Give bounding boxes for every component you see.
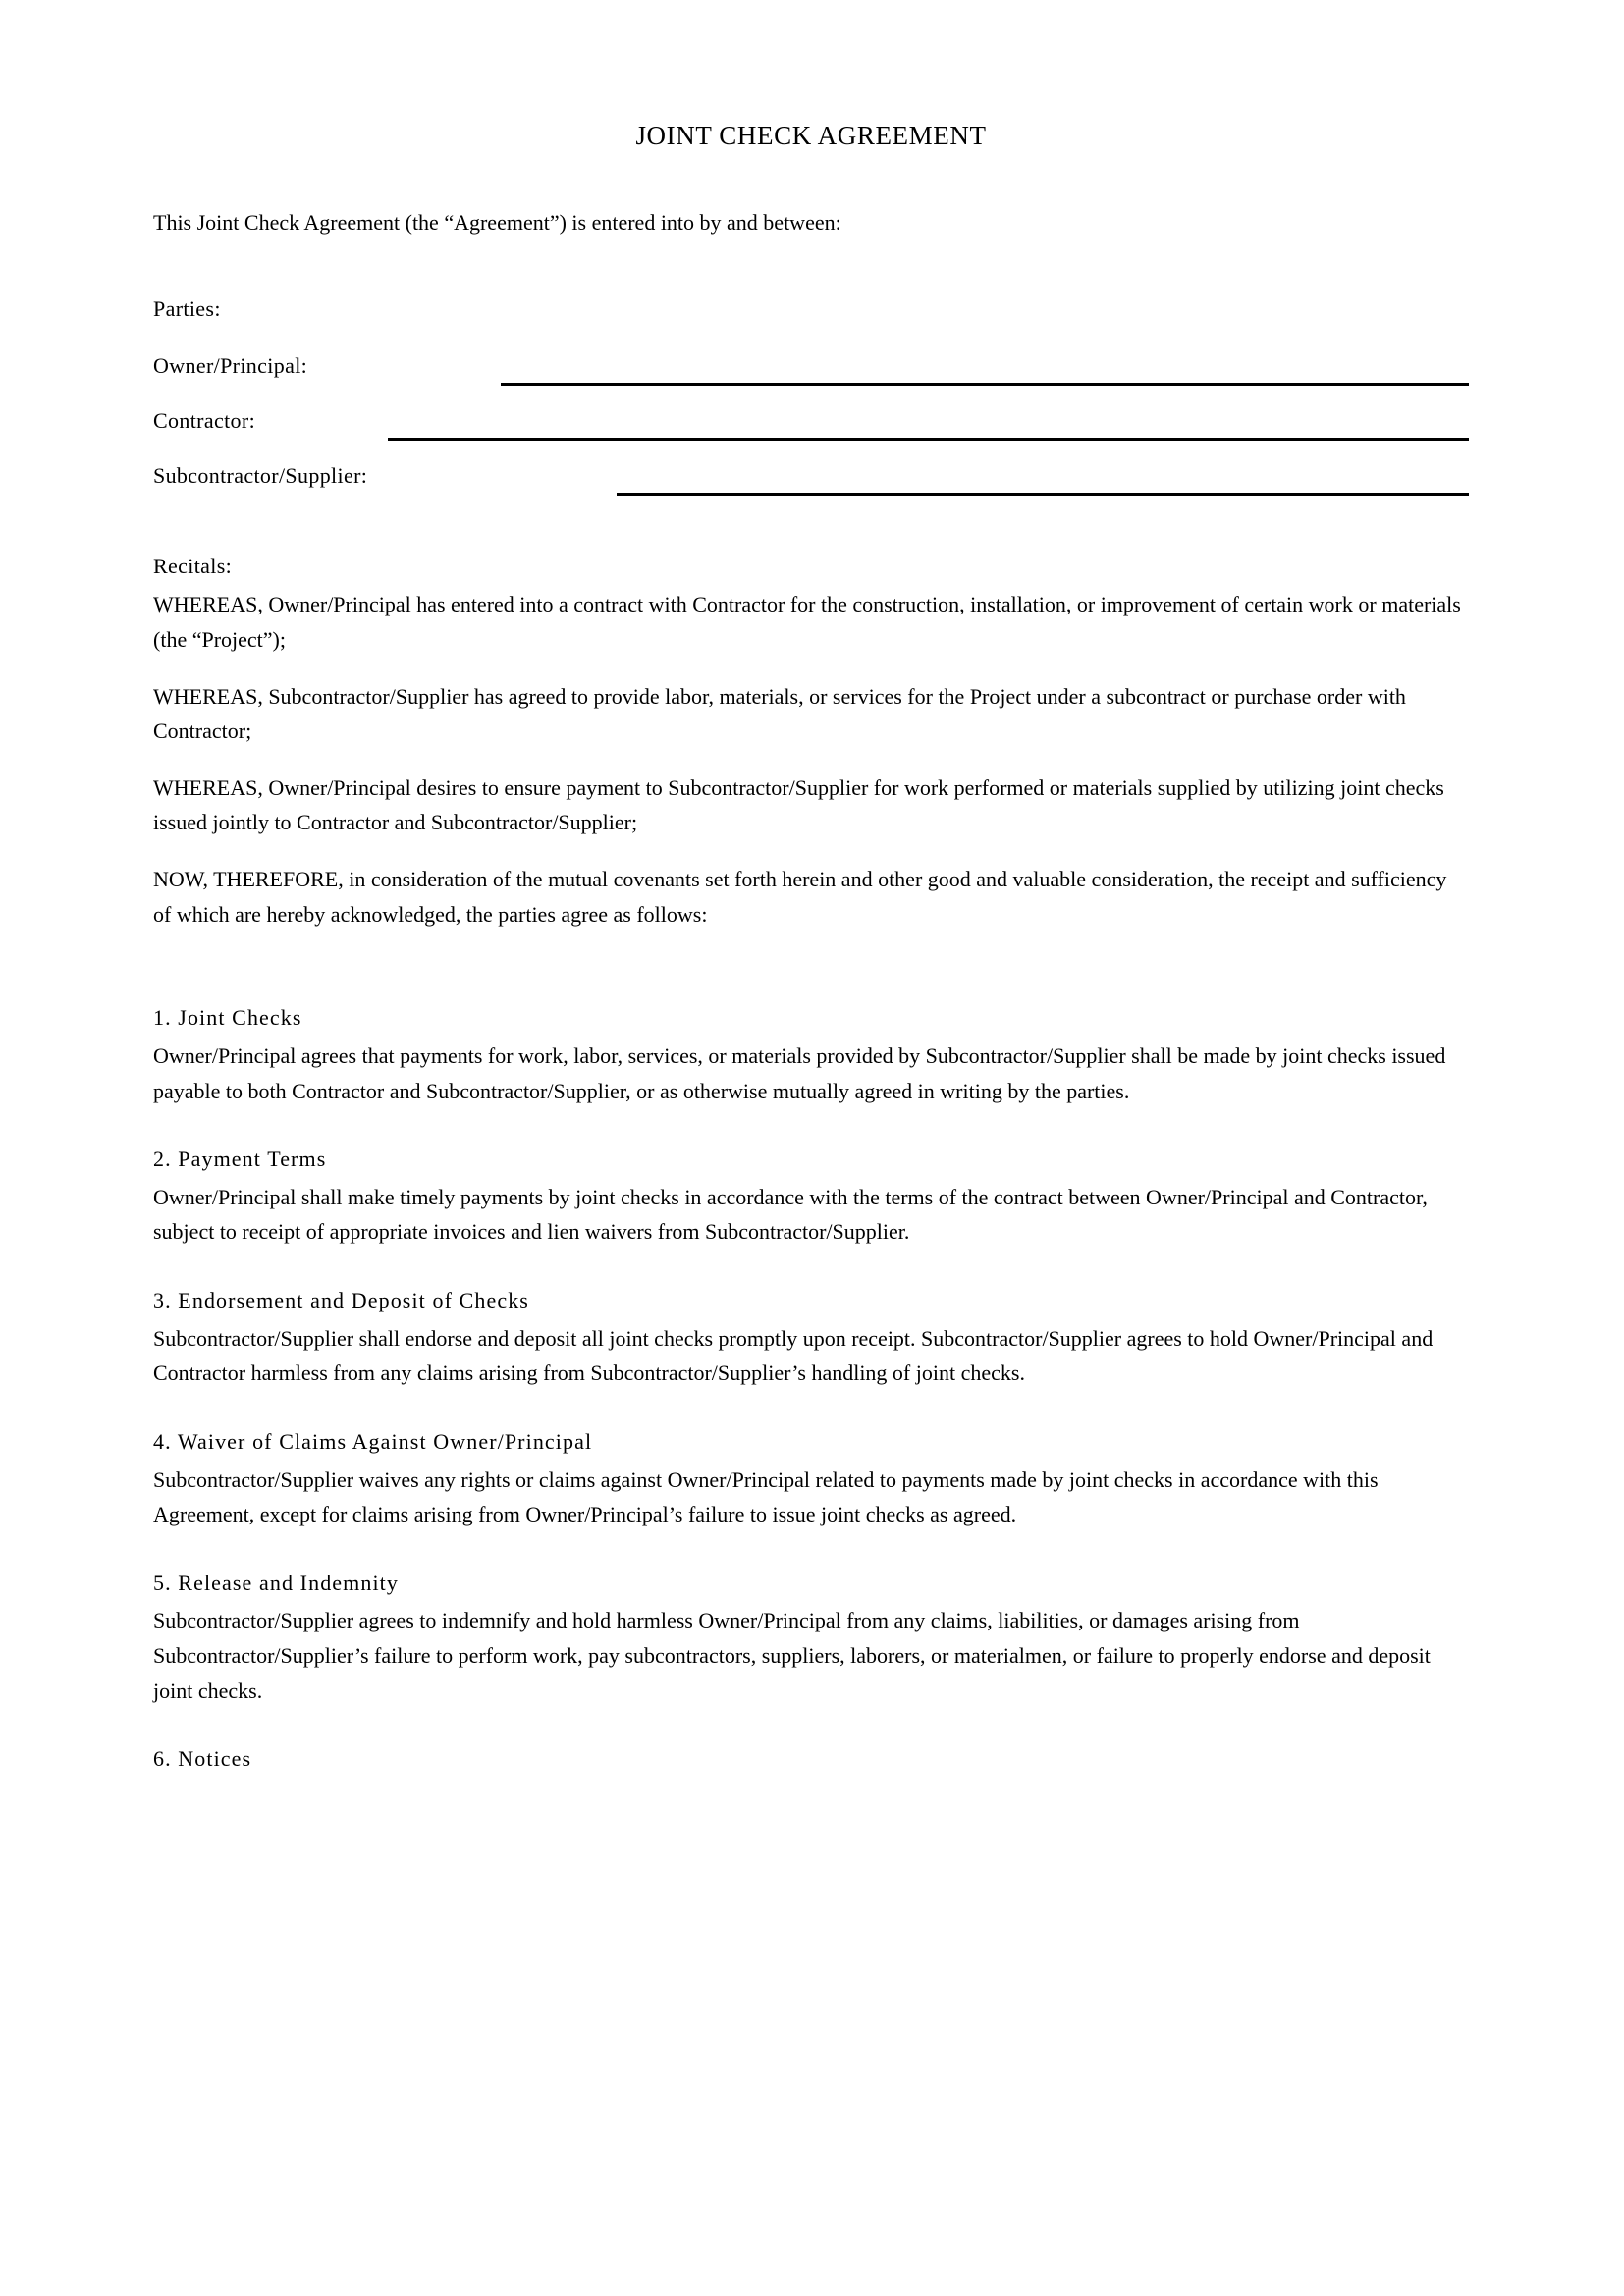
clause-item [153, 1391, 1469, 1532]
field-contractor [153, 403, 1469, 437]
parties-section-label: Parties: [153, 296, 221, 322]
recitals-section-label: Recitals: [153, 553, 233, 578]
field-label-contractor: Contractor: [153, 407, 256, 433]
field-subcontractor-supplier [153, 458, 1469, 492]
intro-paragraph: This Joint Check Agreement (the “Agreement”) is entered into by and between: [153, 210, 841, 236]
clause-heading: 3. Endorsement and Deposit of Checks [153, 1288, 529, 1313]
field-owner-principal [153, 348, 1469, 382]
page-title: JOINT CHECK AGREEMENT [635, 121, 987, 150]
fill-in-line-subcontractor-supplier[interactable] [617, 493, 1469, 496]
clause-body [153, 1777, 1469, 1780]
recital-paragraph: WHEREAS, Owner/Principal has entered into a contract with Contractor for the construction, installation, or improvement of certain work or materials (the “Project”); [153, 592, 1461, 652]
clause-item [153, 1532, 1469, 1709]
clauses-section [153, 932, 1469, 1780]
clause-body: Owner/Principal shall make timely payments by joint checks in accordance with the terms of the contract between Owner/Principal and Contractor, subject to receipt of appropriate invoices and lien waivers from Subcontractor/Supplier. [153, 1184, 1428, 1245]
clause-item [153, 1108, 1469, 1250]
fill-in-line-contractor[interactable] [388, 438, 1469, 441]
clause-heading: 2. Payment Terms [153, 1147, 327, 1172]
clause-heading: 6. Notices [153, 1746, 252, 1772]
clause-body: Subcontractor/Supplier agrees to indemnify and hold harmless Owner/Principal from any claims, liabilities, or damages arising from Subcontractor/Supplier’s failure to perform work, pay subcontractors, suppliers, laborers, or materialmen, or failure to properly endorse and deposit joint checks. [153, 1608, 1431, 1703]
field-label-owner-principal: Owner/Principal: [153, 352, 308, 378]
parties-section [153, 240, 1469, 492]
recital-paragraph: WHEREAS, Subcontractor/Supplier has agreed to provide labor, materials, or services for the Project under a subcontract or purchase order with Contractor; [153, 683, 1406, 744]
clause-body: Subcontractor/Supplier waives any rights or claims against Owner/Principal related to payments made by joint checks in accordance with this Agreement, except for claims arising from Owner/Principal’s failure to issue joint checks as agreed. [153, 1467, 1379, 1527]
clause-heading: 5. Release and Indemnity [153, 1570, 399, 1595]
fill-in-line-owner-principal[interactable] [501, 383, 1469, 386]
document-content [153, 0, 1469, 1780]
clause-heading: 1. Joint Checks [153, 1005, 302, 1031]
recitals-section [153, 492, 1469, 933]
clause-item [153, 1000, 1469, 1108]
clause-body: Owner/Principal agrees that payments for work, labor, services, or materials provided by Subcontractor/Supplier shall be made by joint checks issued payable to both Contractor and Subcontractor/Supplier, or as otherwise mutually agreed in writing by the parties. [153, 1042, 1446, 1103]
recital-paragraph: NOW, THEREFORE, in consideration of the mutual covenants set forth herein and other good and valuable consideration, the receipt and sufficiency of which are hereby acknowledged, the parties agree as follows: [153, 867, 1447, 927]
field-label-subcontractor-supplier: Subcontractor/Supplier: [153, 462, 368, 488]
clause-item [153, 1708, 1469, 1780]
clause-body: Subcontractor/Supplier shall endorse and deposit all joint checks promptly upon receipt. Subcontractor/Supplier agrees to hold Owner/Principal and Contractor harmless from any claims arising from Subcontractor/Supplier’s handling of joint checks. [153, 1325, 1434, 1386]
recital-paragraph: WHEREAS, Owner/Principal desires to ensure payment to Subcontractor/Supplier for work performed or materials supplied by utilizing joint checks issued jointly to Contractor and Subcontractor/Supplier; [153, 774, 1444, 835]
clause-item [153, 1250, 1469, 1391]
clause-heading: 4. Waiver of Claims Against Owner/Principal [153, 1428, 593, 1454]
